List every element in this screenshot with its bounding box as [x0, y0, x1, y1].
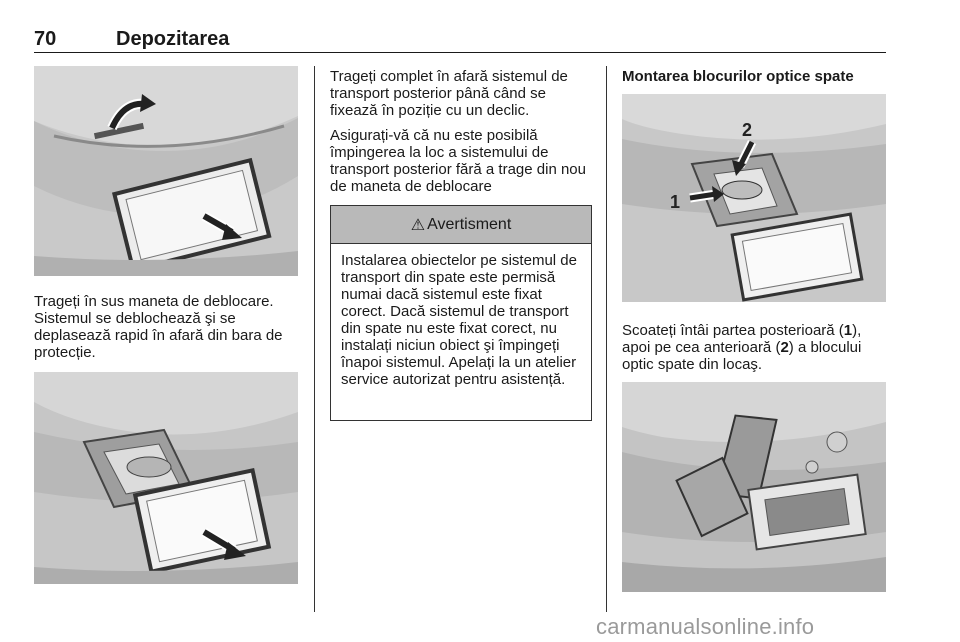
- subheading: Montarea blocurilor optice spate: [622, 68, 854, 85]
- col3-bold-1: 1: [843, 322, 853, 339]
- warning-triangle-icon: ⚠: [410, 216, 426, 234]
- callout-2: 2: [742, 120, 753, 140]
- warning-box: [330, 205, 592, 421]
- column-divider-2: [606, 66, 607, 612]
- warning-body: Instalarea obiectelor pe sistemul de transport din spate este permisă numai dacă sistemul este fixat corect. Dacă sistemul de transport din spate nu este fixat corect, nu instalați niciun obiect şi împingeți înapoi sistemul. Apelați la un atelier service autorizat pentru asistență.: [341, 252, 577, 388]
- figure-tail-light-removal: [622, 94, 886, 302]
- section-title: Depozitarea: [116, 28, 230, 50]
- figure-tail-light-assembly: [622, 382, 886, 592]
- col3-paragraph: [622, 322, 888, 373]
- col2-paragraph-1: Trageți complet în afară sistemul de transport posterior până când se fixează în poziție cu un declic.: [330, 68, 568, 119]
- col1-text: Trageți în sus maneta de deblocare. Sistemul se deblochează şi se deplasează rapid în afară din bara de protecție.: [34, 293, 283, 361]
- col3-text-c: ) a blocului optic spate din locaş.: [622, 339, 862, 373]
- page-number: 70: [34, 28, 57, 50]
- column-divider-1: [314, 66, 315, 612]
- page-header: [34, 28, 886, 54]
- col3-text-a: Scoateți întâi partea posterioară (: [622, 322, 844, 339]
- warning-title: Avertisment: [427, 215, 512, 233]
- col3-text-b: ), apoi pe cea anterioară (: [622, 322, 862, 356]
- col3-bold-2: 2: [780, 339, 789, 356]
- col1-paragraph-1: [34, 293, 300, 369]
- col2-paragraph-2: Asigurați-vă că nu este posibilă împingerea la loc a sistemului de transport posterior fără a trage din nou de maneta de deblocare: [330, 127, 586, 195]
- figure-release-lever: [34, 66, 298, 276]
- col2-paragraphs: [330, 68, 596, 203]
- callout-1: 1: [670, 192, 681, 212]
- warning-header: [331, 206, 591, 244]
- watermark: carmanualsonline.info: [596, 614, 815, 639]
- header-rule: [34, 52, 886, 53]
- figure-carrier-extended: [34, 372, 298, 584]
